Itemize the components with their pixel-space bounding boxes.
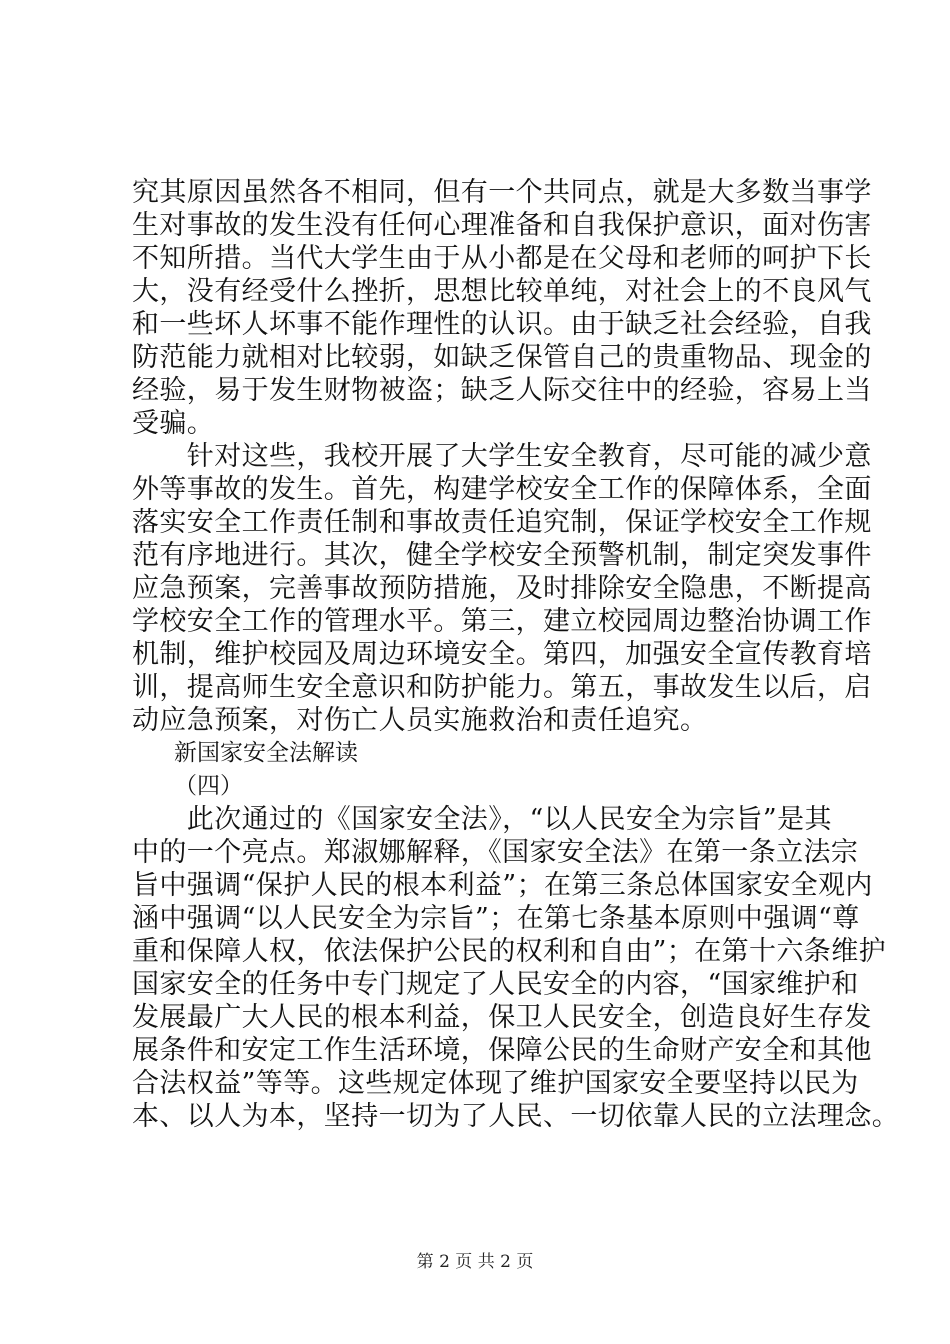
- paragraph-causes: [132, 176, 872, 440]
- text-line: 受骗。: [132, 408, 215, 439]
- text-line: 动应急预案，对伤亡人员实施救治和责任追究。: [132, 705, 708, 736]
- text-line: 范有序地进行。其次，健全学校安全预警机制，制定突发事件: [132, 540, 872, 571]
- body-text: [132, 176, 900, 1133]
- text-line: 经验，易于发生财物被盗；缺乏人际交往中的经验，容易上当: [132, 375, 872, 406]
- text-line: 重和保障人权，依法保护公民的权利和自由”；在第十六条维护: [132, 936, 887, 967]
- text-line: 展条件和安定工作生活环境，保障公民的生命财产安全和其他: [132, 1035, 872, 1066]
- text-line: 不知所措。当代大学生由于从小都是在父母和老师的呵护下长: [132, 243, 872, 274]
- text-line: 应急预案，完善事故预防措施，及时排除安全隐患，不断提高: [132, 573, 872, 604]
- text-line: 涵中强调“以人民安全为宗旨”；在第七条基本原则中强调“尊: [132, 903, 860, 934]
- text-line: 外等事故的发生。首先，构建学校安全工作的保障体系，全面: [132, 474, 872, 505]
- page-number-footer: 第 2 页 共 2 页: [416, 1252, 534, 1272]
- text-line: 中的一个亮点。郑淑娜解释，《国家安全法》在第一条立法宗: [132, 837, 859, 868]
- text-line: 合法权益”等等。这些规定体现了维护国家安全要坚持以民为: [132, 1068, 859, 1099]
- text-line: 发展最广大人民的根本利益，保卫人民安全，创造良好生存发: [132, 1002, 872, 1033]
- text-line: 本、以人为本，坚持一切为了人民、一切依靠人民的立法理念。: [132, 1101, 900, 1132]
- text-line: 学校安全工作的管理水平。第三，建立校园周边整治协调工作: [132, 606, 872, 637]
- text-line: 防范能力就相对比较弱，如缺乏保管自己的贵重物品、现金的: [132, 342, 872, 373]
- text-line: 生对事故的发生没有任何心理准备和自我保护意识，面对伤害: [132, 210, 872, 241]
- text-line: 大，没有经受什么挫折，思想比较单纯，对社会上的不良风气: [132, 276, 872, 307]
- section-title: 新国家安全法解读: [174, 740, 358, 766]
- text-line: 旨中强调“保护人民的根本利益”；在第三条总体国家安全观内: [132, 870, 873, 901]
- paragraph-security-law: [132, 803, 900, 1133]
- text-line: 国家安全的任务中专门规定了人民安全的内容，“国家维护和: [132, 969, 859, 1000]
- section-number: （四）: [174, 773, 243, 799]
- text-line: 和一些坏人坏事不能作理性的认识。由于缺乏社会经验，自我: [132, 309, 872, 340]
- text-line: 此次通过的《国家安全法》，“以人民安全为宗旨”是其: [132, 804, 832, 835]
- paragraph-measures: [132, 440, 872, 737]
- text-line: 训，提高师生安全意识和防护能力。第五，事故发生以后，启: [132, 672, 872, 703]
- text-line: 落实安全工作责任制和事故责任追究制，保证学校安全工作规: [132, 507, 872, 538]
- text-line: 究其原因虽然各不相同，但有一个共同点，就是大多数当事学: [132, 177, 872, 208]
- text-line: 机制，维护校园及周边环境安全。第四，加强安全宣传教育培: [132, 639, 872, 670]
- text-line: 针对这些，我校开展了大学生安全教育，尽可能的减少意: [132, 441, 872, 472]
